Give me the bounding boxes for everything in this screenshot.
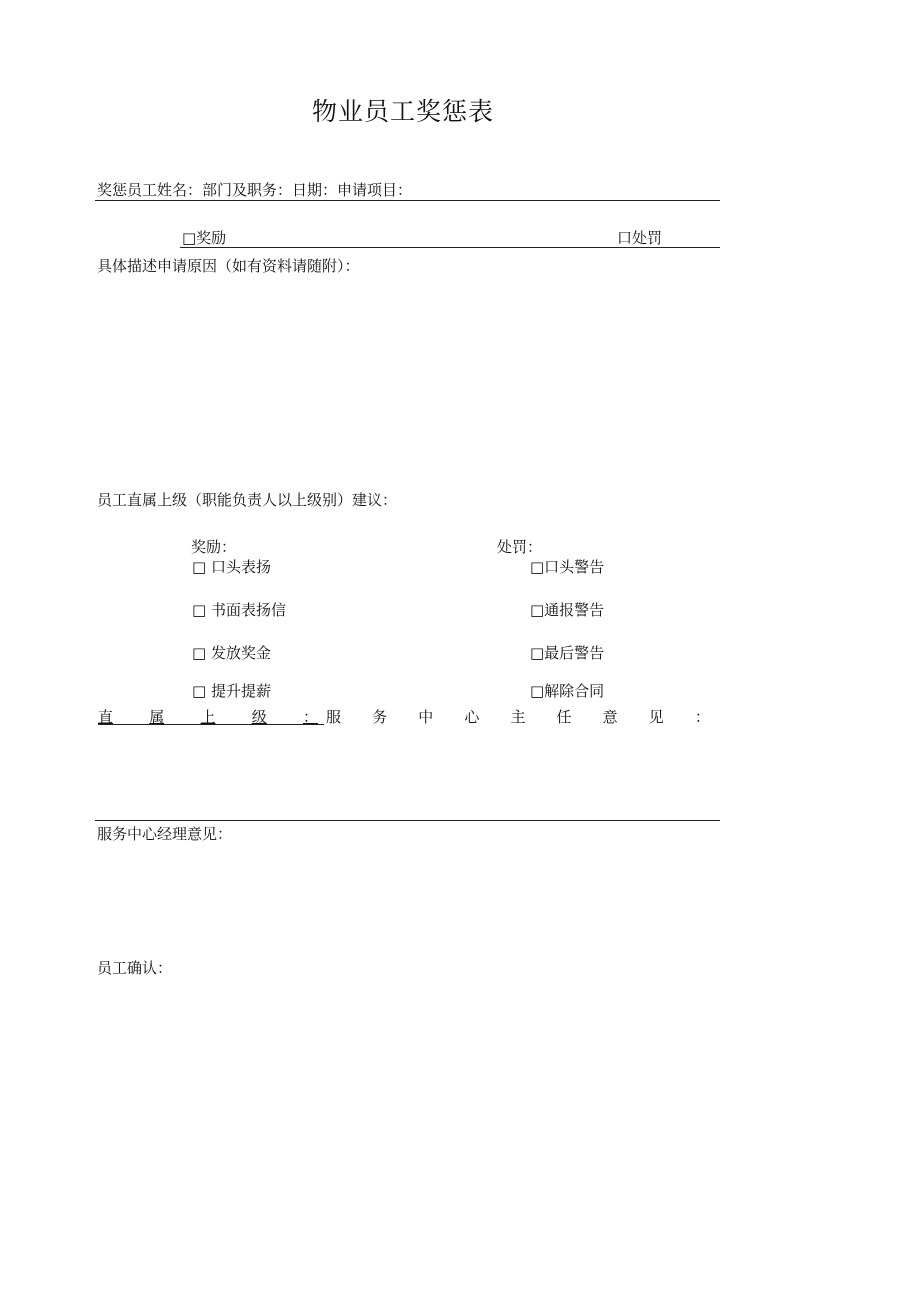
reward-option-verbal-praise[interactable]: □ 口头表扬 <box>192 558 271 576</box>
penalty-checkbox[interactable]: 口处罚 <box>617 229 663 247</box>
page-title: 物业员工奖惩表 <box>312 97 495 126</box>
header-underline <box>95 200 720 201</box>
penalty-option-notice-warning[interactable]: □通报警告 <box>530 601 605 619</box>
reason-label: 具体描述申请原因（如有资料请随附）： <box>97 257 360 275</box>
penalty-option-terminate-contract[interactable]: □解除合同 <box>530 682 605 700</box>
reward-checkbox[interactable]: □奖励 <box>182 229 227 247</box>
supervisor-signature-underline <box>98 724 324 725</box>
type-underline <box>180 247 720 248</box>
header-fields-label: 奖惩员工姓名：部门及职务：日期：申请项目： <box>97 181 413 199</box>
reward-option-bonus[interactable]: □ 发放奖金 <box>192 644 271 662</box>
supervisor-suggestion-label: 员工直属上级（职能负责人以上级别）建议： <box>97 491 398 509</box>
manager-opinion-label: 服务中心经理意见： <box>97 825 233 843</box>
reward-heading: 奖励： <box>191 538 237 556</box>
opinion-underline <box>95 820 720 821</box>
supervisor-signature-label: 直 属 上 级 ： <box>98 708 318 726</box>
reward-option-promotion[interactable]: □ 提升提薪 <box>192 682 271 700</box>
director-opinion-label: 服 务 中 心 主 任 意 见 ： <box>326 708 710 726</box>
employee-confirm-label: 员工确认： <box>97 959 173 977</box>
reward-option-written-praise[interactable]: □ 书面表扬信 <box>192 601 286 619</box>
penalty-option-verbal-warning[interactable]: □口头警告 <box>530 558 605 576</box>
penalty-option-final-warning[interactable]: □最后警告 <box>530 644 605 662</box>
penalty-heading: 处罚： <box>497 538 543 556</box>
